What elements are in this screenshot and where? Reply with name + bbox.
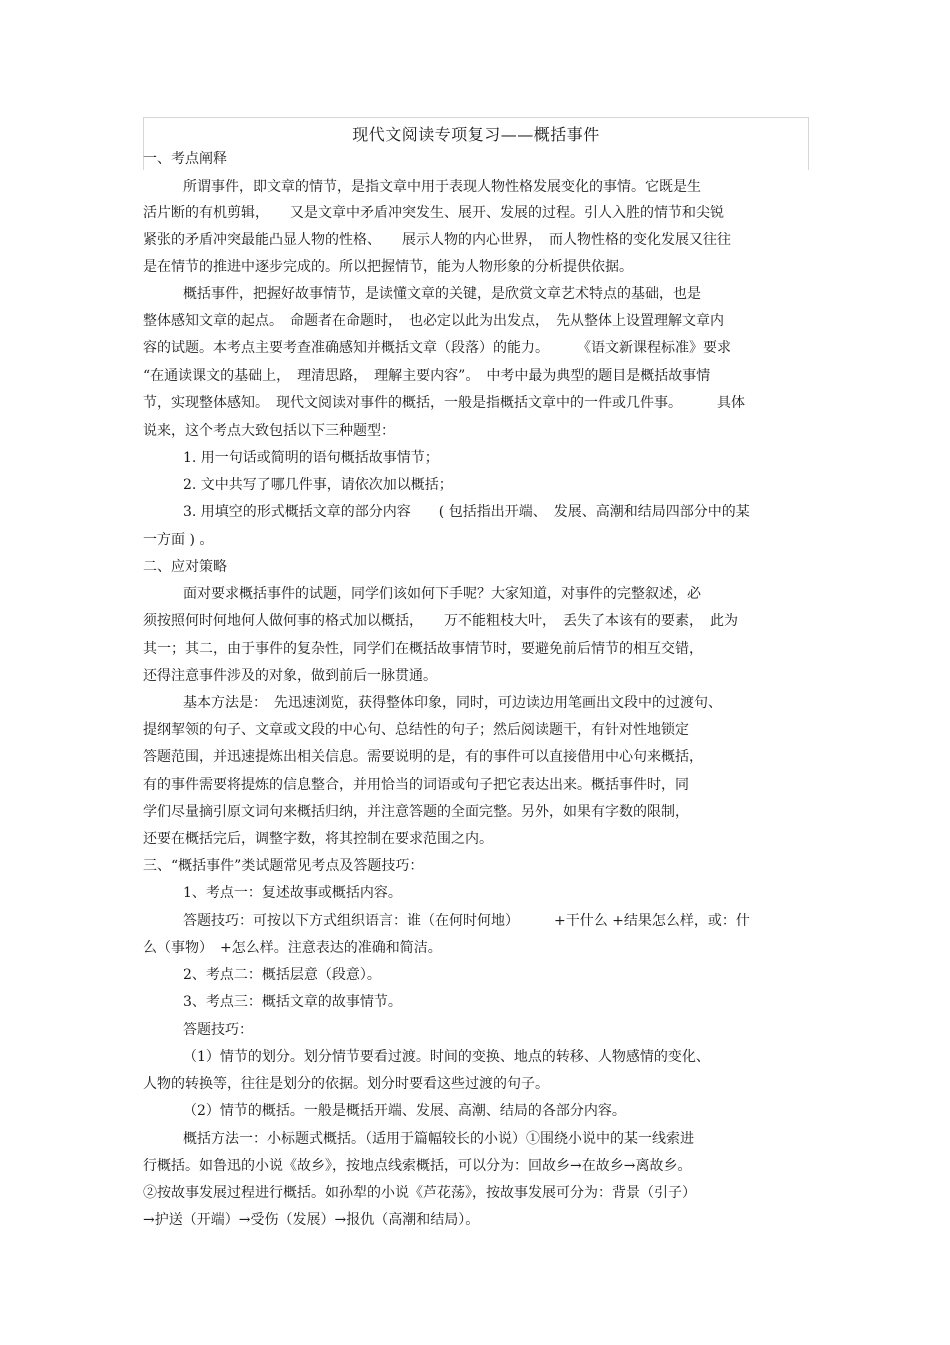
text-line: 1、考点一：复述故事或概括内容。	[183, 885, 402, 901]
text-line: （1）情节的划分。划分情节要看过渡。时间的变换、地点的转移、人物感情的变化、	[183, 1049, 710, 1065]
text-line: 一方面 ) 。	[143, 532, 214, 548]
text-line: 整体感知文章的起点。 命题者在命题时， 也必定以此为出发点， 先从整体上设置理解文章内	[143, 313, 724, 329]
text-line: 还要在概括完后，调整字数，将其控制在要求范围之内。	[143, 831, 493, 847]
text-line: “在通读课文的基础上， 理清思路， 理解主要内容”。 中考中最为典型的题目是概括故事情	[143, 368, 711, 384]
text-line: 面对要求概括事件的试题，同学们该如何下手呢？大家知道，对事件的完整叙述，必	[183, 586, 701, 602]
title-frame	[143, 117, 809, 170]
text-line: 概括方法一：小标题式概括。（适用于篇幅较长的小说）①围绕小说中的某一线索进	[183, 1131, 694, 1147]
text-line: 行概括。如鲁迅的小说《故乡》，按地点线索概括，可以分为：回故乡→在故乡→离故乡。	[143, 1158, 692, 1174]
text-line: →护送（开端）→受伤（发展）→报仇（高潮和结局）。	[143, 1212, 480, 1228]
text-line: 须按照何时何地何人做何事的格式加以概括， 万不能粗枝大叶， 丢失了本该有的要素， 此为	[143, 613, 738, 629]
text-line: 三、“概括事件”类试题常见考点及答题技巧：	[143, 858, 424, 874]
text-line: 答题技巧：	[183, 1022, 253, 1038]
text-line: 还得注意事件涉及的对象，做到前后一脉贯通。	[143, 668, 437, 684]
text-line: 1. 用一句话或简明的语句概括故事情节；	[183, 450, 439, 466]
text-line: 概括事件，把握好故事情节，是读懂文章的关键，是欣赏文章艺术特点的基础，也是	[183, 286, 701, 302]
text-line: 答题技巧：可按以下方式组织语言：谁（在何时何地） +干什么 +结果怎么样，或：什	[183, 913, 750, 929]
text-line: 活片断的有机剪辑， 又是文章中矛盾冲突发生、展开、发展的过程。引人入胜的情节和尖锐	[143, 205, 724, 221]
text-line: 有的事件需要将提炼的信息整合，并用恰当的词语或句子把它表达出来。概括事件时，同	[143, 777, 689, 793]
text-line: 2. 文中共写了哪几件事，请依次加以概括；	[183, 477, 453, 493]
text-line: 2、考点二：概括层意（段意）。	[183, 967, 381, 983]
text-line: 么（事物） +怎么样。注意表达的准确和简洁。	[143, 940, 442, 956]
text-line: 节，实现整体感知。 现代文阅读对事件的概括，一般是指概括文章中的一件或几件事。 具体	[143, 395, 745, 411]
text-line: 3. 用填空的形式概括文章的部分内容 ( 包括指出开端、 发展、高潮和结局四部分中的某	[183, 504, 750, 520]
text-line: 其一；其二，由于事件的复杂性，同学们在概括故事情节时，要避免前后情节的相互交错，	[143, 641, 703, 657]
text-line: 学们尽量摘引原文词句来概括归纳，并注意答题的全面完整。另外，如果有字数的限制，	[143, 804, 689, 820]
text-line: 一、考点阐释	[143, 151, 227, 167]
text-line: 人物的转换等，往往是划分的依据。划分时要看这些过渡的句子。	[143, 1076, 549, 1092]
text-line: 容的试题。本考点主要考查准确感知并概括文章（段落）的能力。 《语文新课程标准》要求	[143, 340, 731, 356]
text-line: （2）情节的概括。一般是概括开端、发展、高潮、结局的各部分内容。	[183, 1103, 626, 1119]
text-line: 答题范围，并迅速提炼出相关信息。需要说明的是，有的事件可以直接借用中心句来概括，	[143, 749, 703, 765]
text-line: 二、应对策略	[143, 559, 227, 575]
text-line: 基本方法是： 先迅速浏览，获得整体印象，同时，可边读边用笔画出文段中的过渡句、	[183, 695, 722, 711]
text-line: 说来，这个考点大致包括以下三种题型：	[143, 423, 395, 439]
text-line: 提纲挈领的句子、文章或文段的中心句、总结性的句子；然后阅读题干，有针对性地锁定	[143, 722, 689, 738]
text-line: 所谓事件，即文章的情节，是指文章中用于表现人物性格发展变化的事情。它既是生	[183, 179, 701, 195]
text-line: 紧张的矛盾冲突最能凸显人物的性格、 展示人物的内心世界， 而人物性格的变化发展又往往	[143, 232, 731, 248]
text-line: 是在情节的推进中逐步完成的。所以把握情节，能为人物形象的分析提供依据。	[143, 259, 633, 275]
text-line: 3、考点三：概括文章的故事情节。	[183, 994, 402, 1010]
document-title: 现代文阅读专项复习——概括事件	[352, 125, 600, 144]
text-line: ②按故事发展过程进行概括。如孙犁的小说《芦花荡》，按故事发展可分为：背景（引子）	[143, 1185, 696, 1201]
